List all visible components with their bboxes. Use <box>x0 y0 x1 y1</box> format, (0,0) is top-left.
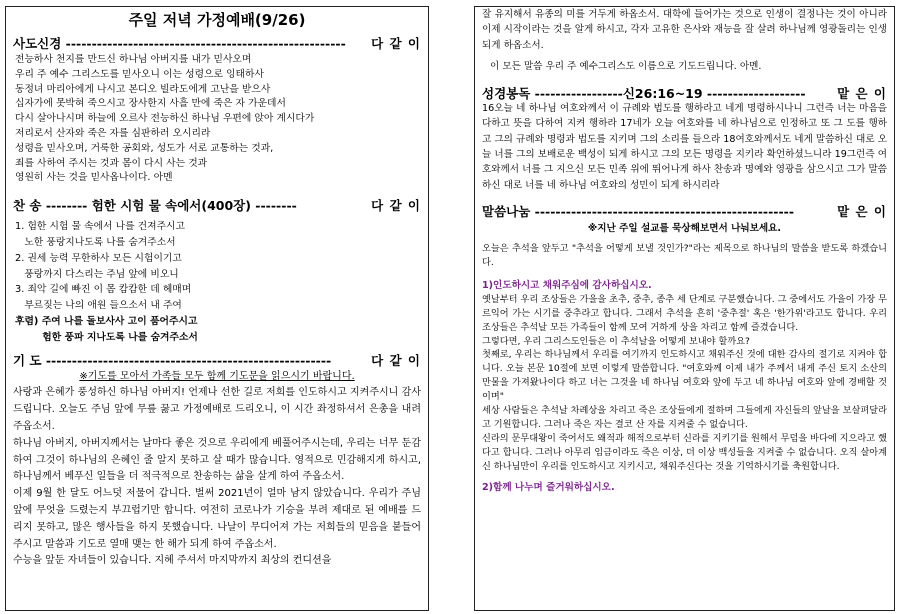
creed-line: 십자가에 못박혀 죽으시고 장사한지 사흘 만에 죽은 자 가운데서 <box>15 98 286 110</box>
sermon-subtitle: ※지난 주일 설교를 묵상해보면서 나눠보세요. <box>587 222 782 234</box>
creed-role: 다 같 이 <box>371 35 421 51</box>
hymn-chorus-line: 후렴) 주여 나를 돌보사사 고이 품어주시고 <box>15 315 198 327</box>
hymn-header <box>6 196 428 213</box>
right-column <box>474 6 895 611</box>
prayer-header <box>6 352 428 369</box>
hymn-chorus-line: 험한 풍파 지나도록 나를 숨겨주소서 <box>15 331 198 343</box>
page-title: 주일 저녁 가정예배(9/26) <box>128 11 306 29</box>
left-column <box>5 6 429 611</box>
reading-header <box>475 84 894 101</box>
creed-label: 사도신경 ------------------------------------------------------ <box>13 35 346 51</box>
sermon-paragraph: 그렇다면, 우리 그리스도인들은 이 추석날을 어떻게 보내야 할까요? <box>482 335 750 347</box>
sermon-header <box>475 203 894 220</box>
creed-line: 우리 주 예수 그리스도를 믿사오니 이는 성령으로 잉태하사 <box>15 68 264 80</box>
sermon-paragraph: 세상 사람들은 추석날 차례상을 차리고 죽은 조상들에게 절하며 그들에게 자신들의 앞날을 보살펴달라고 기원합니다. 그러나 죽은 자는 결코 산 자를 지켜줄 수 없습니다. <box>482 405 887 430</box>
prayer-text <box>6 369 428 571</box>
sermon-intro <box>475 242 894 270</box>
creed-line: 성령을 믿사오며, 거룩한 공회와, 성도가 서로 교통하는 것과, <box>15 142 274 154</box>
sermon-point-2: 2)함께 나누며 즐거워하십시오. <box>482 481 615 493</box>
hymn-line: 노한 풍랑지나도록 나를 숨겨주소서 <box>15 236 176 248</box>
hymn-line: 1. 험한 시험 물 속에서 나를 건져주시고 <box>15 221 185 233</box>
creed-line: 동정녀 마리아에게 나시고 본디오 빌라도에게 고난을 받으사 <box>15 83 271 95</box>
creed-line: 저리로서 산자와 죽은 자를 심판하러 오시리라 <box>15 127 211 139</box>
sermon-paragraph: 신라의 문무대왕이 죽어서도 왜적과 해적으로부터 신라를 지키기를 원해서 무덤을 바다에 지으라고 했다고 합니다. 그러나 아무리 임금이라도 죽은 이상, 더 이상 백성들을 지켜줄 수 없습니다. 오직 살아계신 하나님만이 우리를 인도하시고 지키시고, 채워주신다는 것을 기억하시기를 축원합니다. <box>482 432 887 472</box>
hymn-lyrics <box>6 219 428 345</box>
sermon-intro-text: 오늘은 추석을 앞두고 "추석을 어떻게 보낼 것인가?"라는 제목으로 하나님의 말씀을 받도록 하겠습니다. <box>482 242 887 268</box>
creed-text <box>6 53 428 186</box>
sermon-label: 말씀나눔 -------------------------------------------------- <box>482 204 795 220</box>
reading-label: 성경봉독 -----------------신26:16~19 ------------------- <box>482 85 806 101</box>
prayer-note: ※기도를 모아서 가족들 모두 함께 기도문을 읽으시기 바랍니다. <box>79 370 355 382</box>
reading-role: 맡 은 이 <box>837 85 887 101</box>
creed-line: 죄를 사하여 주시는 것과 몸이 다시 사는 것과 <box>15 157 208 169</box>
prayer-role: 다 같 이 <box>371 353 421 369</box>
prayer-label: 기 도 ------------------------------------------------------- <box>13 353 332 369</box>
prayer-paragraph: 사랑과 은혜가 풍성하신 하나님 아버지! 언제나 선한 길로 저희를 인도하시고 지켜주시니 감사드립니다. 오늘도 주님 앞에 무릎 꿇고 가정예배로 드리오니, 이 시간 좌정하셔서 은총을 내려 주옵소서. <box>13 387 421 432</box>
sermon-paragraph: 옛날부터 우리 조상들은 가을을 초추, 중추, 종추 세 단계로 구분했습니다. 그 중에서도 가을이 가장 무르익어 가는 시기를 중추라고 합니다. 그래서 추석을 흔히 '중추절' 혹은 '한가위'라고도 합니다. 우리 조상들은 추석날 모든 가족들이 함께 모여 거하게 상을 차리고 함께 즐겼습니다. <box>482 293 887 333</box>
prayer-paragraph: 이제 9월 한 달도 어느덧 저물어 갑니다. 벌써 2021년이 얼마 남지 않았습니다. 우리가 주님 앞에 무엇을 드렸는지 부끄럽기만 합니다. 여전히 코로나가 기승을 부려 제대로 된 예배를 드리지 못하고, 많은 행사들을 하지 못했습니다. 나날이 무디어져 가는 저희들의 믿음을 붙들어 주시고 말씀과 기도로 열매 맺는 한 해가 되게 하여 주옵소서. <box>13 488 421 550</box>
prayer-cont-paragraph: 잘 유지해서 유종의 미를 거두게 하옵소서. 대학에 들어가는 것으로 인생이 결정나는 것이 아니라 이제 시작이라는 것을 알게 하시고, 각자 고유한 은사와 재능을 잘 살려 하나님께 영광돌리는 인생 되게 하옵소서. <box>482 9 887 51</box>
sermon-role: 맡 은 이 <box>837 204 887 220</box>
sermon-point-1: 1)인도하시고 채워주심에 감사하십시오. <box>482 279 652 291</box>
prayer-paragraph: 하나님 아버지, 아버지께서는 날마다 좋은 것으로 우리에게 베풀어주시는데, 우리는 너무 둔감하여 그것이 하나님의 은혜인 줄 알지 못하고 살 때가 많습니다. 영적으로 민감해지게 하시고, 하나님께서 베푸신 일들을 더 적극적으로 찬송하는 삶을 살게 하여 주옵소서. <box>13 437 421 483</box>
hymn-role: 다 같 이 <box>371 197 421 213</box>
creed-line: 다시 살아나시며 하늘에 오르사 전능하신 하나님 우편에 앉아 계시다가 <box>15 113 315 125</box>
hymn-line: 3. 죄악 길에 빠진 이 몸 캄캄한 데 헤매며 <box>15 284 192 296</box>
prayer-paragraph: 수능을 앞둔 자녀들이 있습니다. 지혜 주셔서 마지막까지 최상의 컨디션을 <box>13 555 332 567</box>
hymn-label: 찬 송 -------- 험한 시험 물 속에서(400장) -------- <box>13 197 297 213</box>
prayer-continued <box>475 7 894 74</box>
creed-line: 전능하사 천지를 만드신 하나님 아버지를 내가 믿사오며 <box>15 54 252 65</box>
sermon-paragraph: 첫째로, 우리는 하나님께서 우리를 여기까지 인도하시고 채워주신 것에 대한 감사의 절기로 지켜야 합니다. 오늘 본문 10절에 보면 이렇게 말씀합니다. "여호와께 이제 내가 주께서 내게 주신 토지 소산의 만물을 가져왔나이다 하고 너는 그것을 네 하나님 여호와 앞에 두고 네 하나님 여호와 앞에 경배할 것이며" <box>482 349 887 403</box>
hymn-line: 풍랑까지 다스리는 주님 앞에 비오니 <box>15 268 179 280</box>
prayer-cont-amen: 이 모든 말씀 우리 주 예수그리스도 이름으로 기도드립니다. 아멘. <box>490 60 762 72</box>
hymn-line: 2. 권세 능력 무한하사 모든 시험이기고 <box>15 252 182 264</box>
sermon-point-1-body <box>475 293 894 474</box>
creed-header <box>6 34 428 51</box>
hymn-line: 부르짖는 나의 애원 들으소서 내 주여 <box>15 300 182 312</box>
reading-text <box>475 101 894 193</box>
reading-passage: 16오늘 네 하나님 여호와께서 이 규례와 법도를 행하라고 네게 명령하시나니 그런즉 너는 마음을 다하고 뜻을 다하여 지켜 행하라 17네가 오늘 여호와를 네 하나님으로 인정하고 또 그 도를 행하고 그의 규례와 명령과 법도를 지키며 그의 소리를 들으라 18여호와께서도 네게 말씀하신 대로 오늘 너를 그의 보배로운 백성이 되게 하시고 그의 모든 명령을 지키라 확언하셨느니라 19그런즉 여호와께서 너를 그 지으신 모든 민족 위에 뛰어나게 하사 찬송과 명예와 영광을 삼으시고 그가 말씀하신 대로 너를 네 하나님 여호와의 성민이 되게 하시리라 <box>482 103 887 191</box>
creed-line: 영원히 사는 것을 믿사옵나이다. 아멘 <box>15 172 173 184</box>
